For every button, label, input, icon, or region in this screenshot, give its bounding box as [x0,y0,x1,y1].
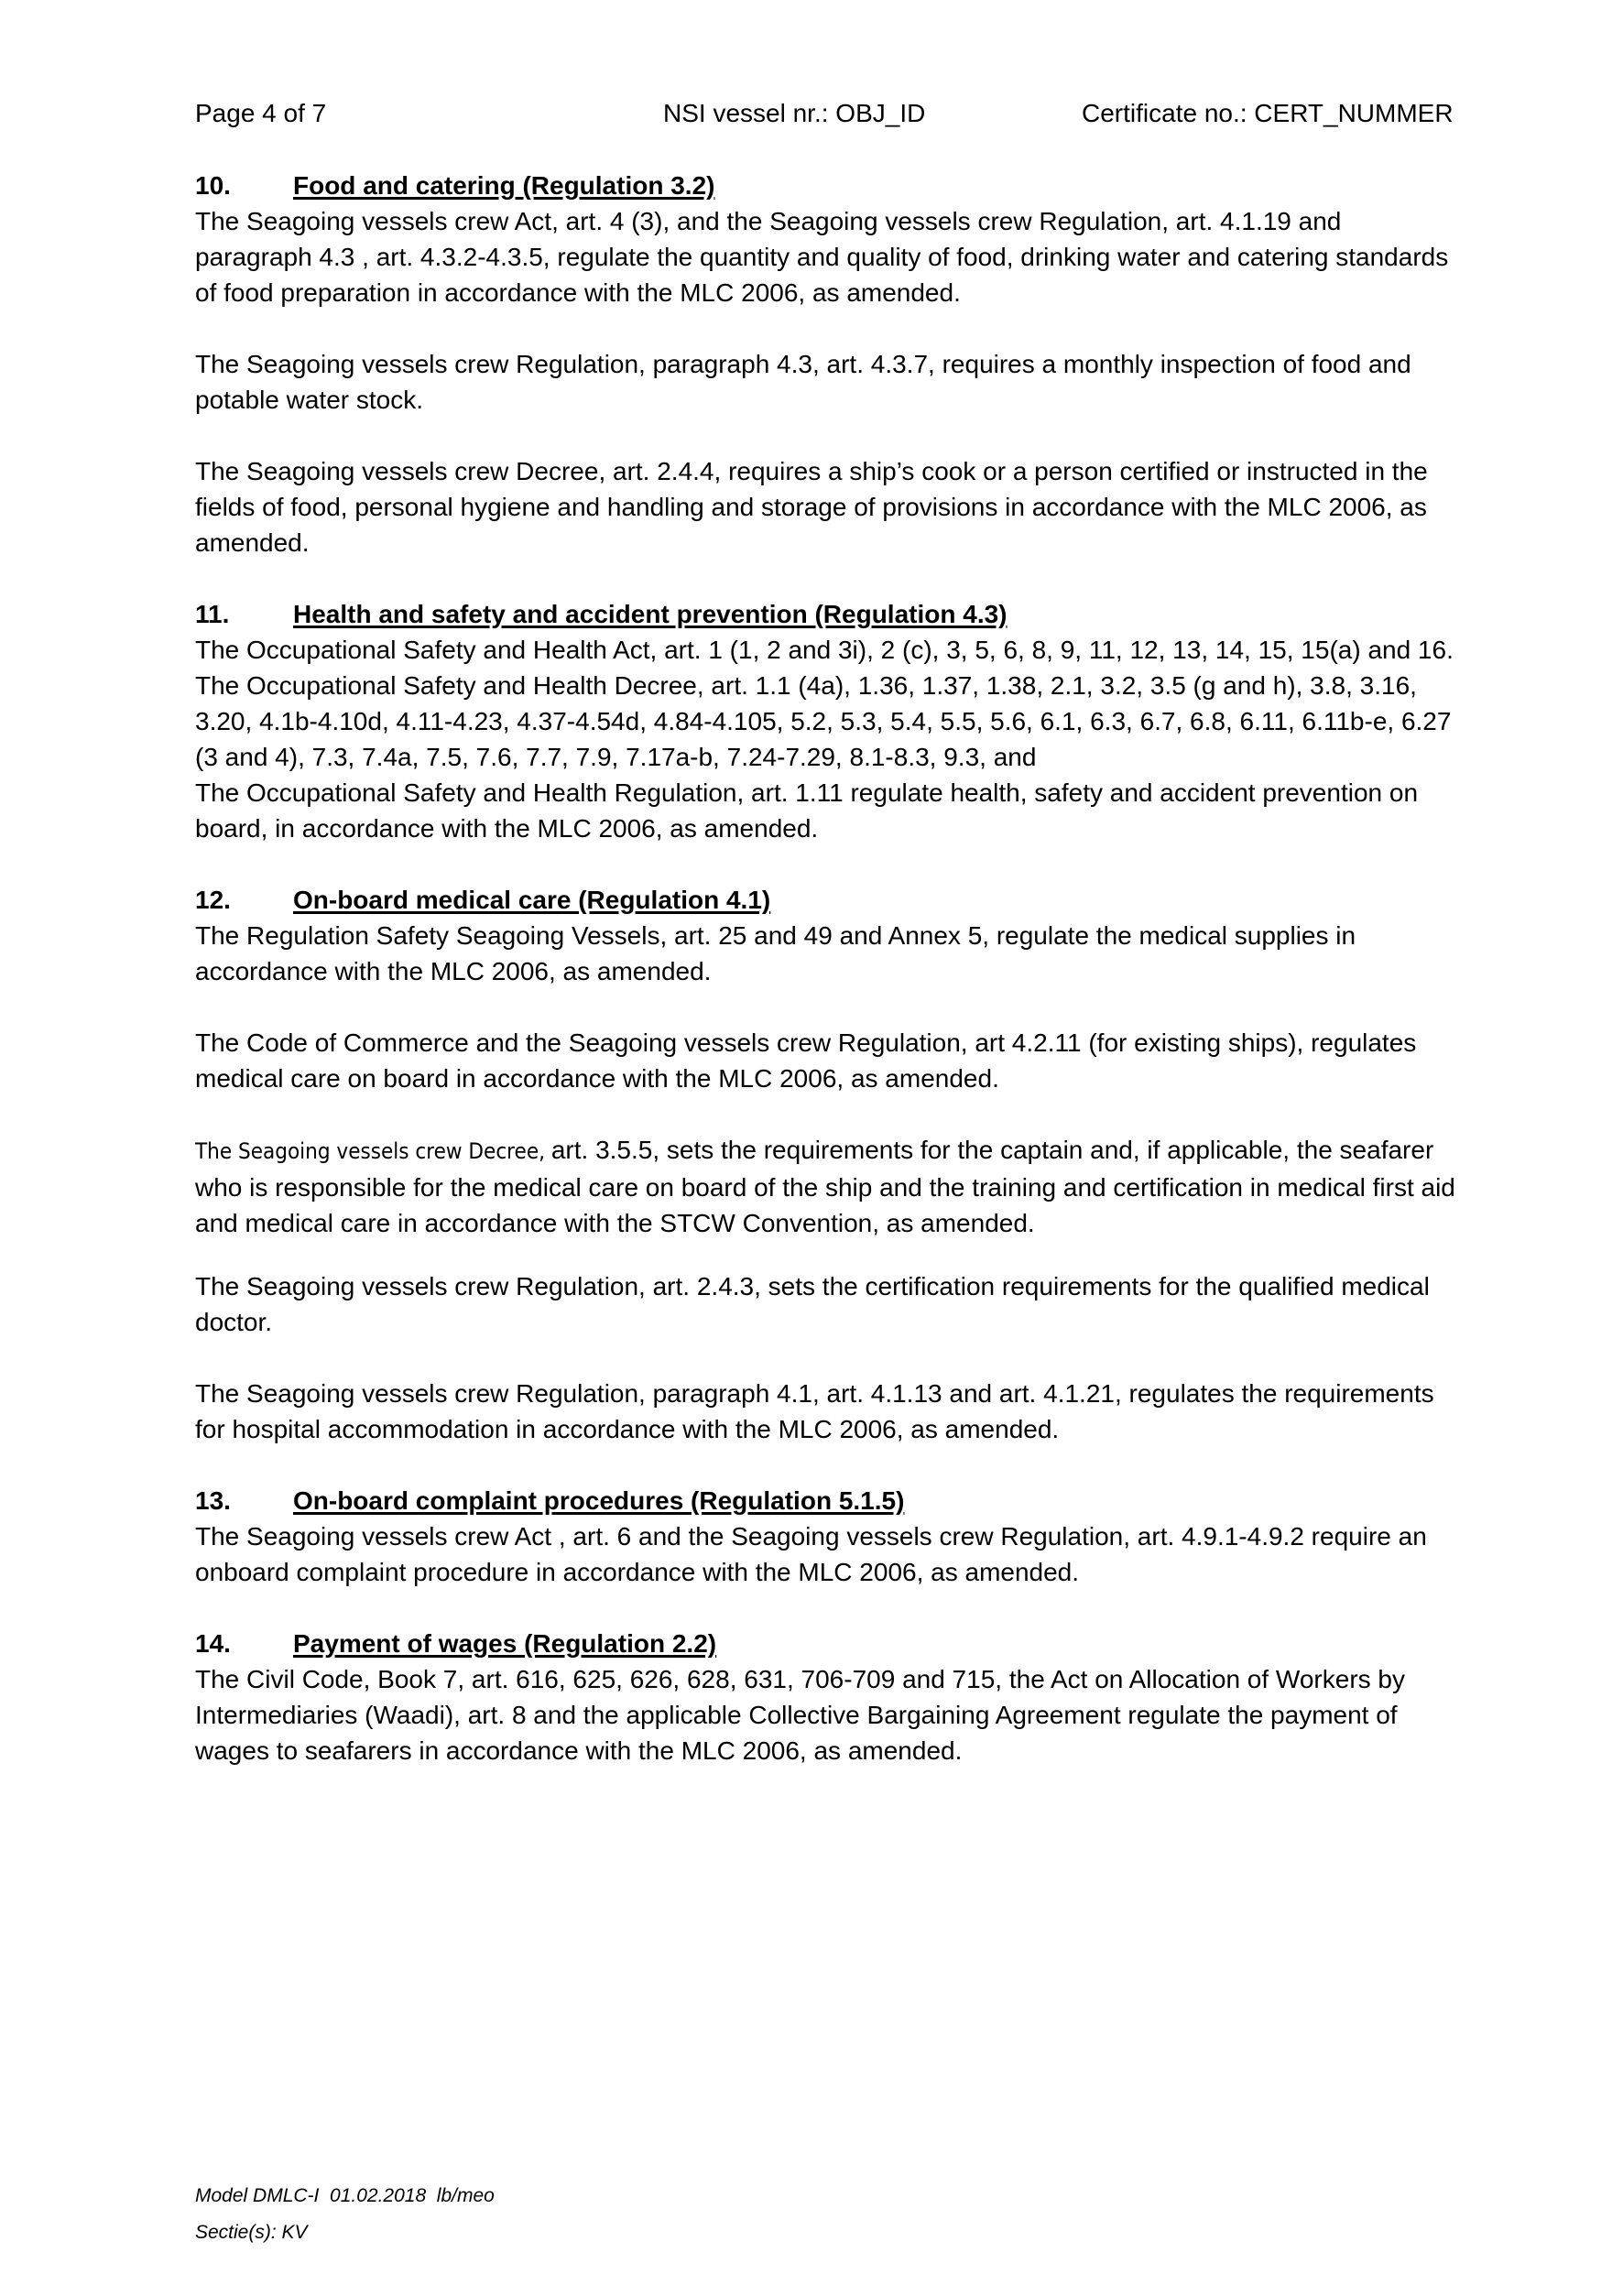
paragraph-text: art. 3.5.5, sets the requirements for the captain and, if applicable, the seafarer who is responsible for the medical care on board of the ship and the training and certification in medical first aid and medical care in accordance with the STCW Convention, as amended. [195,1136,1455,1237]
paragraph: The Occupational Safety and Health Act, art. 1 (1, 2 and 3i), 2 (c), 3, 5, 6, 8, 9, 11, 12, 13, 14, 15, 15(a) and 16. [195,636,1454,664]
paragraph: The Seagoing vessels crew Regulation, paragraph 4.1, art. 4.1.13 and art. 4.1.21, regulates the requirements for hospital accommodation in accordance with the MLC 2006, as amended. [195,1379,1434,1443]
paragraph: The Seagoing vessels crew Regulation, art. 2.4.3, sets the certification requirements for the qualified medical doctor. [195,1272,1430,1336]
section-number: 13. [195,1486,231,1515]
paragraph: The Occupational Safety and Health Decree, art. 1.1 (4a), 1.36, 1.37, 1.38, 2.1, 3.2, 3.5 (g and h), 3.8, 3.16, 3.20, 4.1b-4.10d, 4.11-4.23, 4.37-4.54d, 4.84-4.105, 5.2, 5.3, 5.4, 5.5, 5.6, 6.1, 6.3, 6.7, 6.8, 6.11, 6.11b-e, 6.27 (3 and 4), 7.3, 7.4a, 7.5, 7.6, 7.7, 7.9, 7.17a-b, 7.24-7.29, 8.1-8.3, 9.3, and [195,671,1452,771]
paragraph: The Seagoing vessels crew Act , art. 6 and the Seagoing vessels crew Regulation, art. 4.9.1-4.9.2 require an onboard complaint procedure in accordance with the MLC 2006, as amended. [195,1522,1427,1586]
section-14 [195,1626,1459,1768]
section-12 [195,882,1459,1447]
section-13 [195,1483,1459,1590]
section-title: On-board medical care (Regulation 4.1) [293,886,771,914]
section-title: On-board complaint procedures (Regulation 5.1.5) [293,1486,905,1515]
paragraph: The Seagoing vessels crew Regulation, paragraph 4.3, art. 4.3.7, requires a monthly inspection of food and potable water stock. [195,350,1411,414]
paragraph: The Occupational Safety and Health Regulation, art. 1.11 regulate health, safety and accident prevention on board, in accordance with the MLC 2006, as amended. [195,778,1419,843]
footer-model: Model DMLC-I 01.02.2018 lb/meo [195,2185,495,2206]
section-title: Payment of wages (Regulation 2.2) [293,1629,717,1658]
paragraph [195,1132,1459,1241]
paragraph: The Civil Code, Book 7, art. 616, 625, 626, 628, 631, 706-709 and 715, the Act on Allocation of Workers by Intermediaries (Waadi), art. 8 and the applicable Collective Bargaining Agreement regulate the payment of wages to seafarers in accordance with the MLC 2006, as amended. [195,1665,1405,1765]
section-title: Food and catering (Regulation 3.2) [293,171,715,200]
section-number: 10. [195,171,231,200]
paragraph: The Code of Commerce and the Seagoing vessels crew Regulation, art 4.2.11 (for existing ships), regulates medical care on board in accordance with the MLC 2006, as amended. [195,1028,1417,1093]
section-number: 14. [195,1629,231,1658]
section-heading [195,596,1459,632]
section-number: 12. [195,886,231,914]
section-heading [195,168,1459,203]
section-title: Health and safety and accident prevention (Regulation 4.3) [293,600,1008,628]
section-heading [195,1626,1459,1661]
footer-sections: Sectie(s): KV [195,2222,308,2243]
paragraph: The Regulation Safety Seagoing Vessels, art. 25 and 49 and Annex 5, regulate the medical supplies in accordance with the MLC 2006, as amended. [195,921,1356,985]
section-11 [195,596,1459,846]
section-number: 11. [195,600,230,628]
paragraph: The Seagoing vessels crew Decree, art. 2.4.4, requires a ship’s cook or a person certified or instructed in the fields of food, personal hygiene and handling and storage of provisions in accordance with the MLC 2006, as amended. [195,457,1428,557]
vessel-number: NSI vessel nr.: OBJ_ID [663,99,926,127]
decree-prefix: The Seagoing vessels crew Decree, [195,1138,551,1164]
certificate-number: Certificate no.: CERT_NUMMER [1082,99,1454,127]
section-heading [195,1483,1459,1518]
paragraph: The Seagoing vessels crew Act, art. 4 (3), and the Seagoing vessels crew Regulation, art. 4.1.19 and paragraph 4.3 , art. 4.3.2-4.3.5, regulate the quantity and quality of food, drinking water and catering standards of food preparation in accordance with the MLC 2006, as amended. [195,207,1449,307]
page-footer [195,2178,495,2251]
document-body [195,168,1459,1768]
page-number: Page 4 of 7 [195,99,327,127]
section-10 [195,168,1459,560]
section-heading [195,882,1459,918]
